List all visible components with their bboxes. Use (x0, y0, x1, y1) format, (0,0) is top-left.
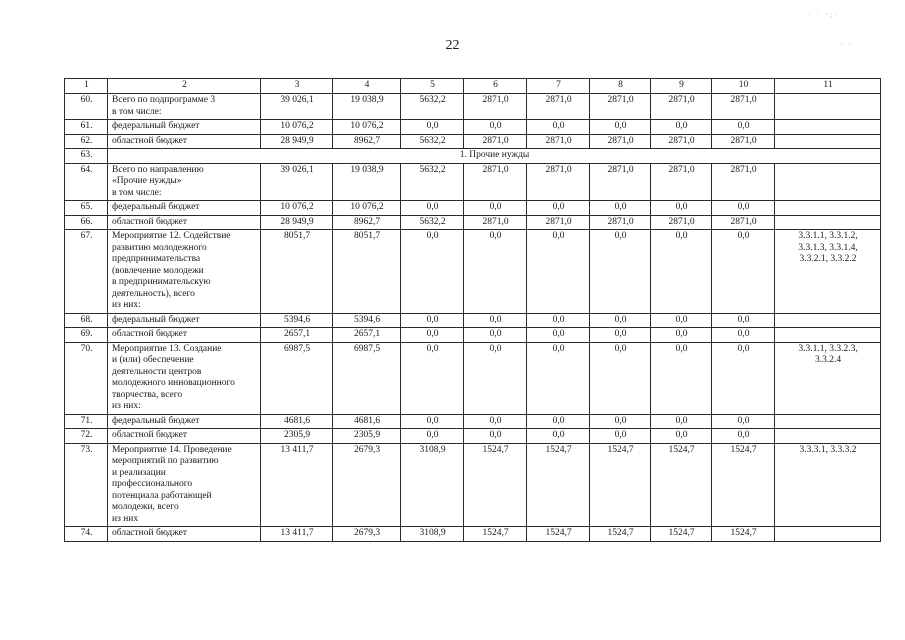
value-cell: 0,0 (527, 414, 590, 429)
value-cell: 0,0 (527, 313, 590, 328)
value-cell: 0,0 (590, 120, 651, 135)
value-cell: 0,0 (712, 429, 775, 444)
row-number: 62. (65, 134, 108, 149)
column-header: 8 (590, 79, 651, 94)
value-cell: 2871,0 (651, 163, 712, 201)
indicator-codes: 3.3.1.1, 3.3.1.2, 3.3.1.3, 3.3.1.4, 3.3.2.1, 3.3.2.2 (775, 230, 881, 314)
row-number: 65. (65, 201, 108, 216)
value-cell: 4681,6 (333, 414, 401, 429)
row-name: федеральный бюджет (108, 201, 261, 216)
value-cell: 2871,0 (464, 134, 527, 149)
value-cell: 8051,7 (261, 230, 333, 314)
indicator-codes (775, 414, 881, 429)
indicator-codes (775, 527, 881, 542)
value-cell: 3108,9 (401, 527, 464, 542)
value-cell: 1524,7 (590, 527, 651, 542)
row-number: 72. (65, 429, 108, 444)
value-cell: 0,0 (401, 230, 464, 314)
indicator-codes: 3.3.1.1, 3.3.2.3, 3.3.2.4 (775, 342, 881, 414)
indicator-codes (775, 94, 881, 120)
value-cell: 5632,2 (401, 134, 464, 149)
row-name: областной бюджет (108, 429, 261, 444)
value-cell: 1524,7 (712, 527, 775, 542)
value-cell: 39 026,1 (261, 94, 333, 120)
indicator-codes: 3.3.3.1, 3.3.3.2 (775, 443, 881, 527)
table-row (65, 134, 881, 149)
table-row (65, 201, 881, 216)
value-cell: 2871,0 (464, 163, 527, 201)
value-cell: 0,0 (401, 201, 464, 216)
row-name: федеральный бюджет (108, 313, 261, 328)
value-cell: 5632,2 (401, 163, 464, 201)
table-row (65, 215, 881, 230)
row-number: 67. (65, 230, 108, 314)
value-cell: 10 076,2 (333, 120, 401, 135)
row-name: областной бюджет (108, 527, 261, 542)
value-cell: 0,0 (590, 342, 651, 414)
column-header: 3 (261, 79, 333, 94)
indicator-codes (775, 163, 881, 201)
value-cell: 13 411,7 (261, 443, 333, 527)
value-cell: 2871,0 (590, 134, 651, 149)
value-cell: 10 076,2 (261, 201, 333, 216)
value-cell: 28 949,9 (261, 215, 333, 230)
value-cell: 2871,0 (590, 215, 651, 230)
column-header: 2 (108, 79, 261, 94)
table-row (65, 414, 881, 429)
row-name: федеральный бюджет (108, 120, 261, 135)
value-cell: 0,0 (527, 429, 590, 444)
value-cell: 19 038,9 (333, 94, 401, 120)
value-cell: 0,0 (464, 328, 527, 343)
row-name: федеральный бюджет (108, 414, 261, 429)
value-cell: 0,0 (651, 342, 712, 414)
value-cell: 0,0 (651, 414, 712, 429)
table-body (65, 79, 881, 542)
indicator-codes (775, 201, 881, 216)
table-row (65, 443, 881, 527)
value-cell: 10 076,2 (333, 201, 401, 216)
value-cell: 0,0 (527, 120, 590, 135)
value-cell: 0,0 (527, 342, 590, 414)
table-row (65, 313, 881, 328)
value-cell: 1524,7 (464, 527, 527, 542)
value-cell: 0,0 (651, 328, 712, 343)
value-cell: 0,0 (527, 201, 590, 216)
indicator-codes (775, 120, 881, 135)
scan-speckle: · · (840, 40, 854, 49)
row-name: Мероприятие 12. Содействие развитию молодежного предпринимательства (вовлечение молодежи в предпринимательскую деятельность), всего из них: (108, 230, 261, 314)
value-cell: 0,0 (712, 201, 775, 216)
value-cell: 0,0 (712, 313, 775, 328)
row-number: 64. (65, 163, 108, 201)
value-cell: 1524,7 (527, 443, 590, 527)
value-cell: 0,0 (464, 230, 527, 314)
value-cell: 2871,0 (590, 163, 651, 201)
value-cell: 8962,7 (333, 134, 401, 149)
row-number: 74. (65, 527, 108, 542)
row-name: областной бюджет (108, 215, 261, 230)
value-cell: 0,0 (527, 230, 590, 314)
value-cell: 1524,7 (464, 443, 527, 527)
value-cell: 0,0 (590, 201, 651, 216)
value-cell: 0,0 (651, 201, 712, 216)
row-name: областной бюджет (108, 328, 261, 343)
row-number: 71. (65, 414, 108, 429)
table-header-row (65, 79, 881, 94)
value-cell: 0,0 (712, 328, 775, 343)
value-cell: 0,0 (651, 120, 712, 135)
value-cell: 0,0 (401, 342, 464, 414)
row-number: 63. (65, 149, 108, 164)
row-name: Всего по подпрограмме 3 в том числе: (108, 94, 261, 120)
table-row (65, 429, 881, 444)
indicator-codes (775, 313, 881, 328)
row-number: 66. (65, 215, 108, 230)
value-cell: 0,0 (590, 328, 651, 343)
row-number: 60. (65, 94, 108, 120)
column-header: 6 (464, 79, 527, 94)
scan-speckle: · · ·:· (808, 10, 839, 19)
value-cell: 0,0 (401, 328, 464, 343)
value-cell: 0,0 (401, 313, 464, 328)
value-cell: 0,0 (590, 230, 651, 314)
column-header: 9 (651, 79, 712, 94)
value-cell: 2657,1 (261, 328, 333, 343)
section-title: 1. Прочие нужды (108, 149, 881, 164)
column-header: 1 (65, 79, 108, 94)
value-cell: 0,0 (464, 313, 527, 328)
value-cell: 2871,0 (527, 215, 590, 230)
value-cell: 0,0 (590, 313, 651, 328)
value-cell: 0,0 (464, 120, 527, 135)
table-row (65, 149, 881, 164)
row-number: 61. (65, 120, 108, 135)
value-cell: 1524,7 (651, 443, 712, 527)
table-row (65, 328, 881, 343)
value-cell: 0,0 (401, 429, 464, 444)
value-cell: 6987,5 (333, 342, 401, 414)
value-cell: 0,0 (401, 414, 464, 429)
budget-table (64, 78, 881, 542)
value-cell: 1524,7 (590, 443, 651, 527)
value-cell: 0,0 (712, 414, 775, 429)
value-cell: 0,0 (590, 414, 651, 429)
value-cell: 0,0 (527, 328, 590, 343)
value-cell: 0,0 (464, 429, 527, 444)
column-header: 10 (712, 79, 775, 94)
value-cell: 2871,0 (651, 94, 712, 120)
value-cell: 2871,0 (527, 94, 590, 120)
value-cell: 5632,2 (401, 215, 464, 230)
value-cell: 0,0 (651, 313, 712, 328)
row-name: областной бюджет (108, 134, 261, 149)
value-cell: 2871,0 (651, 215, 712, 230)
value-cell: 4681,6 (261, 414, 333, 429)
value-cell: 1524,7 (651, 527, 712, 542)
value-cell: 5394,6 (261, 313, 333, 328)
value-cell: 10 076,2 (261, 120, 333, 135)
value-cell: 1524,7 (712, 443, 775, 527)
indicator-codes (775, 429, 881, 444)
value-cell: 2871,0 (527, 134, 590, 149)
table-row (65, 230, 881, 314)
value-cell: 0,0 (651, 429, 712, 444)
value-cell: 0,0 (712, 230, 775, 314)
value-cell: 8051,7 (333, 230, 401, 314)
indicator-codes (775, 134, 881, 149)
value-cell: 2871,0 (527, 163, 590, 201)
table-row (65, 94, 881, 120)
value-cell: 2871,0 (651, 134, 712, 149)
value-cell: 2679,3 (333, 527, 401, 542)
value-cell: 3108,9 (401, 443, 464, 527)
value-cell: 0,0 (401, 120, 464, 135)
value-cell: 2305,9 (261, 429, 333, 444)
table-row (65, 120, 881, 135)
value-cell: 13 411,7 (261, 527, 333, 542)
row-number: 69. (65, 328, 108, 343)
row-name: Мероприятие 14. Проведение мероприятий по развитию и реализации профессионального потенциала работающей молодежи, всего из них (108, 443, 261, 527)
column-header: 5 (401, 79, 464, 94)
table-row (65, 342, 881, 414)
value-cell: 0,0 (590, 429, 651, 444)
column-header: 7 (527, 79, 590, 94)
value-cell: 8962,7 (333, 215, 401, 230)
value-cell: 39 026,1 (261, 163, 333, 201)
page-number: 22 (445, 38, 460, 53)
value-cell: 2871,0 (464, 94, 527, 120)
value-cell: 2871,0 (590, 94, 651, 120)
value-cell: 0,0 (712, 120, 775, 135)
value-cell: 5632,2 (401, 94, 464, 120)
table-row (65, 163, 881, 201)
value-cell: 0,0 (464, 342, 527, 414)
row-name: Мероприятие 13. Создание и (или) обеспечение деятельности центров молодежного инновационного творчества, всего из них: (108, 342, 261, 414)
value-cell: 1524,7 (527, 527, 590, 542)
table-row (65, 527, 881, 542)
value-cell: 2657,1 (333, 328, 401, 343)
column-header: 4 (333, 79, 401, 94)
value-cell: 2871,0 (712, 215, 775, 230)
value-cell: 2871,0 (712, 134, 775, 149)
value-cell: 2679,3 (333, 443, 401, 527)
value-cell: 2871,0 (712, 94, 775, 120)
row-number: 70. (65, 342, 108, 414)
value-cell: 6987,5 (261, 342, 333, 414)
value-cell: 2305,9 (333, 429, 401, 444)
row-number: 68. (65, 313, 108, 328)
value-cell: 0,0 (712, 342, 775, 414)
column-header: 11 (775, 79, 881, 94)
row-name: Всего по направлению «Прочие нужды» в том числе: (108, 163, 261, 201)
value-cell: 28 949,9 (261, 134, 333, 149)
value-cell: 0,0 (651, 230, 712, 314)
indicator-codes (775, 215, 881, 230)
value-cell: 2871,0 (464, 215, 527, 230)
value-cell: 0,0 (464, 414, 527, 429)
indicator-codes (775, 328, 881, 343)
value-cell: 0,0 (464, 201, 527, 216)
row-number: 73. (65, 443, 108, 527)
value-cell: 2871,0 (712, 163, 775, 201)
value-cell: 19 038,9 (333, 163, 401, 201)
value-cell: 5394,6 (333, 313, 401, 328)
